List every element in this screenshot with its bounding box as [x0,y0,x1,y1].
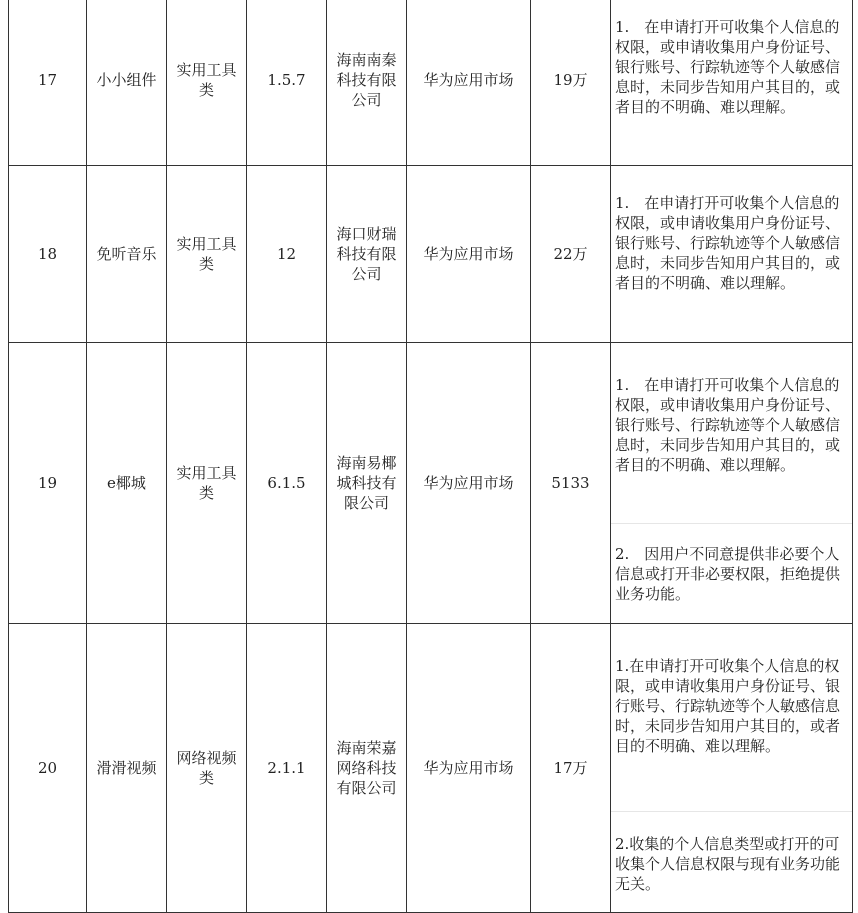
developer: 海南南秦科技有限公司 [327,0,407,166]
row-index: 19 [9,343,87,624]
app-name: 免听音乐 [87,166,167,343]
issue-text: 2.收集的个人信息类型或打开的可收集个人信息权限与现有业务功能无关。 [611,811,852,912]
app-name: 小小组件 [87,0,167,166]
issue-text: 1.在申请打开可收集个人信息的权限，或申请收集用户身份证号、银行账号、行踪轨迹等个人敏感信息时，未同步告知用户其目的，或者目的不明确、难以理解。 [615,657,841,755]
issues-cell [611,166,853,343]
developer: 海口财瑞科技有限公司 [327,166,407,343]
issues-cell [611,624,853,913]
app-store: 华为应用市场 [407,0,531,166]
download-count: 17万 [531,624,611,913]
app-store: 华为应用市场 [407,166,531,343]
app-version: 2.1.1 [247,624,327,913]
issues-cell [611,343,853,624]
issue-text: 1. 在申请打开可收集个人信息的权限，或申请收集用户身份证号、银行账号、行踪轨迹等个人敏感信息时，未同步告知用户其目的，或者目的不明确、难以理解。 [615,376,841,474]
row-index: 18 [9,166,87,343]
app-version: 6.1.5 [247,343,327,624]
row-index: 17 [9,0,87,166]
app-violation-table [8,0,853,913]
app-store: 华为应用市场 [407,343,531,624]
download-count: 22万 [531,166,611,343]
issue-text: 1. 在申请打开可收集个人信息的权限，或申请收集用户身份证号、银行账号、行踪轨迹等个人敏感信息时，未同步告知用户其目的，或者目的不明确、难以理解。 [615,18,841,116]
row-index: 20 [9,624,87,913]
table-row [9,624,853,913]
app-store: 华为应用市场 [407,624,531,913]
app-category: 实用工具类 [167,166,247,343]
table-row [9,343,853,624]
download-count: 5133 [531,343,611,624]
app-category: 实用工具类 [167,343,247,624]
developer: 海南荣嘉网络科技有限公司 [327,624,407,913]
app-name: 滑滑视频 [87,624,167,913]
app-category: 网络视频类 [167,624,247,913]
app-version: 1.5.7 [247,0,327,166]
developer: 海南易椰城科技有限公司 [327,343,407,624]
app-name: e椰城 [87,343,167,624]
download-count: 19万 [531,0,611,166]
table-row [9,0,853,166]
issue-text: 1. 在申请打开可收集个人信息的权限，或申请收集用户身份证号、银行账号、行踪轨迹等个人敏感信息时，未同步告知用户其目的，或者目的不明确、难以理解。 [615,194,841,292]
app-version: 12 [247,166,327,343]
issues-cell [611,0,853,166]
issue-text: 2. 因用户不同意提供非必要个人信息或打开非必要权限，拒绝提供业务功能。 [611,523,852,623]
table-row [9,166,853,343]
app-category: 实用工具类 [167,0,247,166]
